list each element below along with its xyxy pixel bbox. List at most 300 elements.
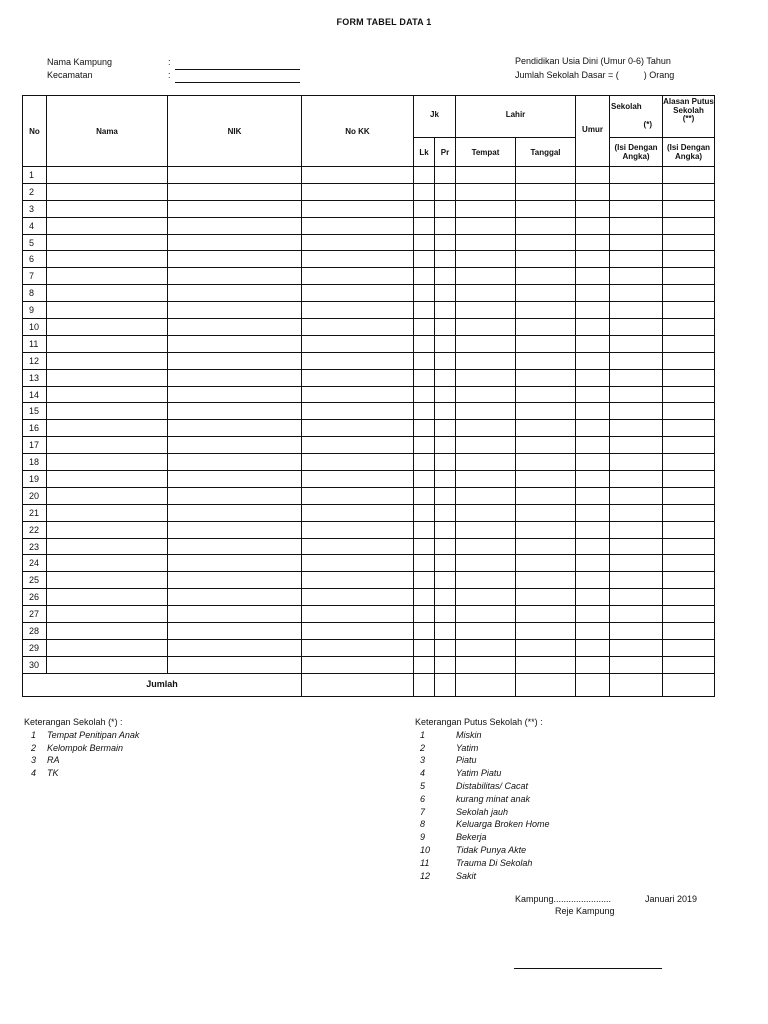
- data-cell[interactable]: [576, 285, 610, 302]
- data-cell[interactable]: [435, 369, 456, 386]
- data-cell[interactable]: [47, 454, 168, 471]
- data-cell[interactable]: [414, 403, 435, 420]
- data-cell[interactable]: [610, 251, 663, 268]
- data-cell[interactable]: [47, 217, 168, 234]
- data-cell[interactable]: [302, 555, 414, 572]
- data-cell[interactable]: [663, 167, 715, 184]
- data-cell[interactable]: [47, 268, 168, 285]
- data-cell[interactable]: [576, 572, 610, 589]
- data-cell[interactable]: [516, 521, 576, 538]
- data-cell[interactable]: [414, 234, 435, 251]
- data-cell[interactable]: [576, 504, 610, 521]
- data-cell[interactable]: [610, 335, 663, 352]
- data-cell[interactable]: [168, 200, 302, 217]
- data-cell[interactable]: [610, 521, 663, 538]
- data-cell[interactable]: [516, 335, 576, 352]
- data-cell[interactable]: [47, 302, 168, 319]
- data-cell[interactable]: [168, 589, 302, 606]
- data-cell[interactable]: [663, 639, 715, 656]
- data-cell[interactable]: [47, 487, 168, 504]
- data-cell[interactable]: [576, 200, 610, 217]
- data-cell[interactable]: [435, 285, 456, 302]
- total-cell[interactable]: [516, 673, 576, 696]
- data-cell[interactable]: [456, 538, 516, 555]
- data-cell[interactable]: [663, 420, 715, 437]
- data-cell[interactable]: [47, 319, 168, 336]
- data-cell[interactable]: [663, 268, 715, 285]
- data-cell[interactable]: [516, 572, 576, 589]
- data-cell[interactable]: [47, 471, 168, 488]
- data-cell[interactable]: [168, 302, 302, 319]
- data-cell[interactable]: [47, 251, 168, 268]
- data-cell[interactable]: [610, 167, 663, 184]
- data-cell[interactable]: [47, 285, 168, 302]
- data-cell[interactable]: [456, 606, 516, 623]
- data-cell[interactable]: [456, 420, 516, 437]
- data-cell[interactable]: [168, 285, 302, 302]
- data-cell[interactable]: [435, 217, 456, 234]
- data-cell[interactable]: [663, 200, 715, 217]
- data-cell[interactable]: [576, 521, 610, 538]
- data-cell[interactable]: [456, 437, 516, 454]
- data-cell[interactable]: [435, 167, 456, 184]
- data-cell[interactable]: [47, 200, 168, 217]
- data-cell[interactable]: [516, 454, 576, 471]
- data-cell[interactable]: [414, 454, 435, 471]
- data-cell[interactable]: [414, 589, 435, 606]
- data-cell[interactable]: [610, 606, 663, 623]
- data-cell[interactable]: [456, 386, 516, 403]
- data-cell[interactable]: [456, 167, 516, 184]
- data-cell[interactable]: [302, 268, 414, 285]
- data-cell[interactable]: [168, 369, 302, 386]
- data-cell[interactable]: [435, 623, 456, 640]
- data-cell[interactable]: [456, 403, 516, 420]
- data-cell[interactable]: [302, 437, 414, 454]
- data-cell[interactable]: [435, 606, 456, 623]
- data-cell[interactable]: [168, 268, 302, 285]
- data-cell[interactable]: [47, 589, 168, 606]
- data-cell[interactable]: [516, 251, 576, 268]
- data-cell[interactable]: [435, 268, 456, 285]
- data-cell[interactable]: [414, 639, 435, 656]
- data-cell[interactable]: [414, 538, 435, 555]
- data-cell[interactable]: [435, 555, 456, 572]
- data-cell[interactable]: [302, 572, 414, 589]
- data-cell[interactable]: [414, 352, 435, 369]
- data-cell[interactable]: [414, 183, 435, 200]
- data-cell[interactable]: [302, 487, 414, 504]
- data-cell[interactable]: [414, 656, 435, 673]
- data-cell[interactable]: [168, 487, 302, 504]
- data-cell[interactable]: [168, 521, 302, 538]
- data-cell[interactable]: [47, 420, 168, 437]
- data-cell[interactable]: [610, 217, 663, 234]
- data-cell[interactable]: [414, 420, 435, 437]
- total-cell[interactable]: [663, 673, 715, 696]
- data-cell[interactable]: [576, 335, 610, 352]
- data-cell[interactable]: [663, 386, 715, 403]
- data-cell[interactable]: [456, 183, 516, 200]
- data-cell[interactable]: [576, 606, 610, 623]
- data-cell[interactable]: [168, 234, 302, 251]
- data-cell[interactable]: [456, 217, 516, 234]
- data-cell[interactable]: [516, 386, 576, 403]
- data-cell[interactable]: [47, 606, 168, 623]
- data-cell[interactable]: [576, 302, 610, 319]
- data-cell[interactable]: [576, 217, 610, 234]
- data-cell[interactable]: [516, 623, 576, 640]
- data-cell[interactable]: [435, 487, 456, 504]
- data-cell[interactable]: [435, 420, 456, 437]
- data-cell[interactable]: [414, 504, 435, 521]
- data-cell[interactable]: [47, 572, 168, 589]
- kecamatan-field[interactable]: [175, 72, 300, 83]
- data-cell[interactable]: [456, 251, 516, 268]
- data-cell[interactable]: [435, 454, 456, 471]
- data-cell[interactable]: [435, 437, 456, 454]
- data-cell[interactable]: [663, 521, 715, 538]
- data-cell[interactable]: [663, 538, 715, 555]
- total-cell[interactable]: [610, 673, 663, 696]
- data-cell[interactable]: [47, 386, 168, 403]
- data-cell[interactable]: [516, 369, 576, 386]
- data-cell[interactable]: [414, 268, 435, 285]
- data-cell[interactable]: [414, 335, 435, 352]
- data-cell[interactable]: [576, 420, 610, 437]
- data-cell[interactable]: [576, 437, 610, 454]
- data-cell[interactable]: [414, 437, 435, 454]
- data-cell[interactable]: [302, 386, 414, 403]
- data-cell[interactable]: [576, 623, 610, 640]
- data-cell[interactable]: [47, 167, 168, 184]
- data-cell[interactable]: [663, 183, 715, 200]
- data-cell[interactable]: [168, 555, 302, 572]
- data-cell[interactable]: [302, 167, 414, 184]
- data-cell[interactable]: [663, 471, 715, 488]
- data-cell[interactable]: [610, 183, 663, 200]
- data-cell[interactable]: [435, 656, 456, 673]
- data-cell[interactable]: [435, 251, 456, 268]
- data-cell[interactable]: [516, 319, 576, 336]
- data-cell[interactable]: [435, 538, 456, 555]
- data-cell[interactable]: [435, 302, 456, 319]
- data-cell[interactable]: [414, 386, 435, 403]
- data-cell[interactable]: [516, 487, 576, 504]
- data-cell[interactable]: [302, 656, 414, 673]
- data-cell[interactable]: [47, 521, 168, 538]
- data-cell[interactable]: [168, 319, 302, 336]
- data-cell[interactable]: [168, 572, 302, 589]
- data-cell[interactable]: [663, 656, 715, 673]
- data-cell[interactable]: [302, 504, 414, 521]
- data-cell[interactable]: [302, 403, 414, 420]
- data-cell[interactable]: [516, 285, 576, 302]
- data-cell[interactable]: [302, 352, 414, 369]
- data-cell[interactable]: [302, 538, 414, 555]
- data-cell[interactable]: [435, 319, 456, 336]
- data-cell[interactable]: [663, 319, 715, 336]
- data-cell[interactable]: [47, 335, 168, 352]
- data-cell[interactable]: [576, 403, 610, 420]
- data-cell[interactable]: [302, 285, 414, 302]
- data-cell[interactable]: [516, 403, 576, 420]
- data-cell[interactable]: [516, 504, 576, 521]
- data-cell[interactable]: [302, 251, 414, 268]
- nama-kampung-field[interactable]: [175, 59, 300, 70]
- data-cell[interactable]: [576, 555, 610, 572]
- data-cell[interactable]: [47, 623, 168, 640]
- data-cell[interactable]: [663, 589, 715, 606]
- data-cell[interactable]: [576, 369, 610, 386]
- data-cell[interactable]: [663, 437, 715, 454]
- data-cell[interactable]: [610, 200, 663, 217]
- data-cell[interactable]: [414, 200, 435, 217]
- data-cell[interactable]: [414, 302, 435, 319]
- data-cell[interactable]: [576, 386, 610, 403]
- data-cell[interactable]: [663, 487, 715, 504]
- data-cell[interactable]: [302, 200, 414, 217]
- data-cell[interactable]: [456, 656, 516, 673]
- data-cell[interactable]: [47, 369, 168, 386]
- data-cell[interactable]: [576, 471, 610, 488]
- data-cell[interactable]: [610, 589, 663, 606]
- data-cell[interactable]: [456, 623, 516, 640]
- data-cell[interactable]: [576, 639, 610, 656]
- total-cell[interactable]: [576, 673, 610, 696]
- data-cell[interactable]: [576, 352, 610, 369]
- data-cell[interactable]: [576, 183, 610, 200]
- data-cell[interactable]: [576, 251, 610, 268]
- data-cell[interactable]: [47, 352, 168, 369]
- data-cell[interactable]: [414, 319, 435, 336]
- data-cell[interactable]: [47, 538, 168, 555]
- data-cell[interactable]: [435, 200, 456, 217]
- data-cell[interactable]: [610, 302, 663, 319]
- data-cell[interactable]: [576, 234, 610, 251]
- data-cell[interactable]: [516, 639, 576, 656]
- data-cell[interactable]: [456, 572, 516, 589]
- data-cell[interactable]: [302, 234, 414, 251]
- data-cell[interactable]: [168, 335, 302, 352]
- data-cell[interactable]: [302, 623, 414, 640]
- data-cell[interactable]: [663, 606, 715, 623]
- data-cell[interactable]: [302, 302, 414, 319]
- data-cell[interactable]: [302, 217, 414, 234]
- data-cell[interactable]: [610, 454, 663, 471]
- data-cell[interactable]: [663, 285, 715, 302]
- data-cell[interactable]: [663, 217, 715, 234]
- data-cell[interactable]: [516, 420, 576, 437]
- data-cell[interactable]: [516, 555, 576, 572]
- data-cell[interactable]: [663, 504, 715, 521]
- data-cell[interactable]: [610, 268, 663, 285]
- data-cell[interactable]: [516, 302, 576, 319]
- data-cell[interactable]: [663, 623, 715, 640]
- data-cell[interactable]: [663, 369, 715, 386]
- data-cell[interactable]: [610, 538, 663, 555]
- data-cell[interactable]: [414, 167, 435, 184]
- data-cell[interactable]: [168, 538, 302, 555]
- data-cell[interactable]: [610, 285, 663, 302]
- data-cell[interactable]: [610, 420, 663, 437]
- data-cell[interactable]: [414, 217, 435, 234]
- data-cell[interactable]: [435, 335, 456, 352]
- data-cell[interactable]: [456, 285, 516, 302]
- data-cell[interactable]: [516, 183, 576, 200]
- data-cell[interactable]: [516, 167, 576, 184]
- data-cell[interactable]: [516, 656, 576, 673]
- data-cell[interactable]: [47, 437, 168, 454]
- total-cell[interactable]: [456, 673, 516, 696]
- data-cell[interactable]: [516, 538, 576, 555]
- data-cell[interactable]: [456, 555, 516, 572]
- data-cell[interactable]: [168, 217, 302, 234]
- data-cell[interactable]: [456, 471, 516, 488]
- data-cell[interactable]: [663, 234, 715, 251]
- data-cell[interactable]: [516, 200, 576, 217]
- data-cell[interactable]: [610, 639, 663, 656]
- data-cell[interactable]: [47, 656, 168, 673]
- data-cell[interactable]: [516, 471, 576, 488]
- data-cell[interactable]: [168, 471, 302, 488]
- data-cell[interactable]: [47, 504, 168, 521]
- data-cell[interactable]: [663, 555, 715, 572]
- data-cell[interactable]: [414, 606, 435, 623]
- data-cell[interactable]: [663, 302, 715, 319]
- data-cell[interactable]: [610, 656, 663, 673]
- data-cell[interactable]: [610, 319, 663, 336]
- data-cell[interactable]: [414, 369, 435, 386]
- data-cell[interactable]: [456, 454, 516, 471]
- data-cell[interactable]: [610, 437, 663, 454]
- data-cell[interactable]: [610, 369, 663, 386]
- data-cell[interactable]: [663, 454, 715, 471]
- data-cell[interactable]: [47, 183, 168, 200]
- data-cell[interactable]: [610, 471, 663, 488]
- data-cell[interactable]: [610, 234, 663, 251]
- data-cell[interactable]: [302, 319, 414, 336]
- data-cell[interactable]: [168, 606, 302, 623]
- data-cell[interactable]: [302, 335, 414, 352]
- data-cell[interactable]: [168, 251, 302, 268]
- data-cell[interactable]: [576, 487, 610, 504]
- data-cell[interactable]: [168, 420, 302, 437]
- data-cell[interactable]: [414, 471, 435, 488]
- data-cell[interactable]: [610, 386, 663, 403]
- data-cell[interactable]: [168, 639, 302, 656]
- data-cell[interactable]: [576, 268, 610, 285]
- data-cell[interactable]: [168, 167, 302, 184]
- data-cell[interactable]: [456, 200, 516, 217]
- total-cell[interactable]: [302, 673, 414, 696]
- data-cell[interactable]: [435, 572, 456, 589]
- data-cell[interactable]: [302, 369, 414, 386]
- data-cell[interactable]: [576, 454, 610, 471]
- data-cell[interactable]: [435, 183, 456, 200]
- data-cell[interactable]: [47, 639, 168, 656]
- data-cell[interactable]: [456, 335, 516, 352]
- data-cell[interactable]: [610, 487, 663, 504]
- data-cell[interactable]: [302, 589, 414, 606]
- data-cell[interactable]: [516, 234, 576, 251]
- data-cell[interactable]: [516, 437, 576, 454]
- data-cell[interactable]: [168, 454, 302, 471]
- data-cell[interactable]: [435, 352, 456, 369]
- data-cell[interactable]: [168, 437, 302, 454]
- data-cell[interactable]: [414, 555, 435, 572]
- data-cell[interactable]: [610, 504, 663, 521]
- data-cell[interactable]: [663, 352, 715, 369]
- data-cell[interactable]: [663, 403, 715, 420]
- data-cell[interactable]: [610, 555, 663, 572]
- data-cell[interactable]: [456, 352, 516, 369]
- data-cell[interactable]: [576, 538, 610, 555]
- data-cell[interactable]: [610, 572, 663, 589]
- data-cell[interactable]: [516, 268, 576, 285]
- total-cell[interactable]: [414, 673, 435, 696]
- data-cell[interactable]: [516, 606, 576, 623]
- data-cell[interactable]: [516, 589, 576, 606]
- data-cell[interactable]: [576, 167, 610, 184]
- data-cell[interactable]: [168, 403, 302, 420]
- data-cell[interactable]: [456, 234, 516, 251]
- data-cell[interactable]: [456, 521, 516, 538]
- data-cell[interactable]: [456, 639, 516, 656]
- data-cell[interactable]: [47, 234, 168, 251]
- data-cell[interactable]: [302, 454, 414, 471]
- data-cell[interactable]: [414, 572, 435, 589]
- data-cell[interactable]: [576, 589, 610, 606]
- data-cell[interactable]: [435, 504, 456, 521]
- data-cell[interactable]: [435, 403, 456, 420]
- data-cell[interactable]: [456, 319, 516, 336]
- total-cell[interactable]: [435, 673, 456, 696]
- data-cell[interactable]: [168, 656, 302, 673]
- data-cell[interactable]: [302, 639, 414, 656]
- data-cell[interactable]: [168, 352, 302, 369]
- data-cell[interactable]: [435, 589, 456, 606]
- data-cell[interactable]: [576, 319, 610, 336]
- data-cell[interactable]: [302, 606, 414, 623]
- data-cell[interactable]: [47, 403, 168, 420]
- data-cell[interactable]: [435, 639, 456, 656]
- data-cell[interactable]: [435, 471, 456, 488]
- data-cell[interactable]: [435, 234, 456, 251]
- data-cell[interactable]: [663, 335, 715, 352]
- data-cell[interactable]: [456, 504, 516, 521]
- data-cell[interactable]: [610, 403, 663, 420]
- data-cell[interactable]: [516, 217, 576, 234]
- data-cell[interactable]: [516, 352, 576, 369]
- data-cell[interactable]: [456, 268, 516, 285]
- data-cell[interactable]: [456, 589, 516, 606]
- data-cell[interactable]: [302, 521, 414, 538]
- data-cell[interactable]: [414, 487, 435, 504]
- data-cell[interactable]: [414, 623, 435, 640]
- data-cell[interactable]: [663, 572, 715, 589]
- data-cell[interactable]: [168, 386, 302, 403]
- data-cell[interactable]: [576, 656, 610, 673]
- data-cell[interactable]: [414, 251, 435, 268]
- data-cell[interactable]: [435, 521, 456, 538]
- data-cell[interactable]: [414, 521, 435, 538]
- data-cell[interactable]: [456, 487, 516, 504]
- data-cell[interactable]: [168, 623, 302, 640]
- data-cell[interactable]: [456, 302, 516, 319]
- data-cell[interactable]: [456, 369, 516, 386]
- data-cell[interactable]: [168, 504, 302, 521]
